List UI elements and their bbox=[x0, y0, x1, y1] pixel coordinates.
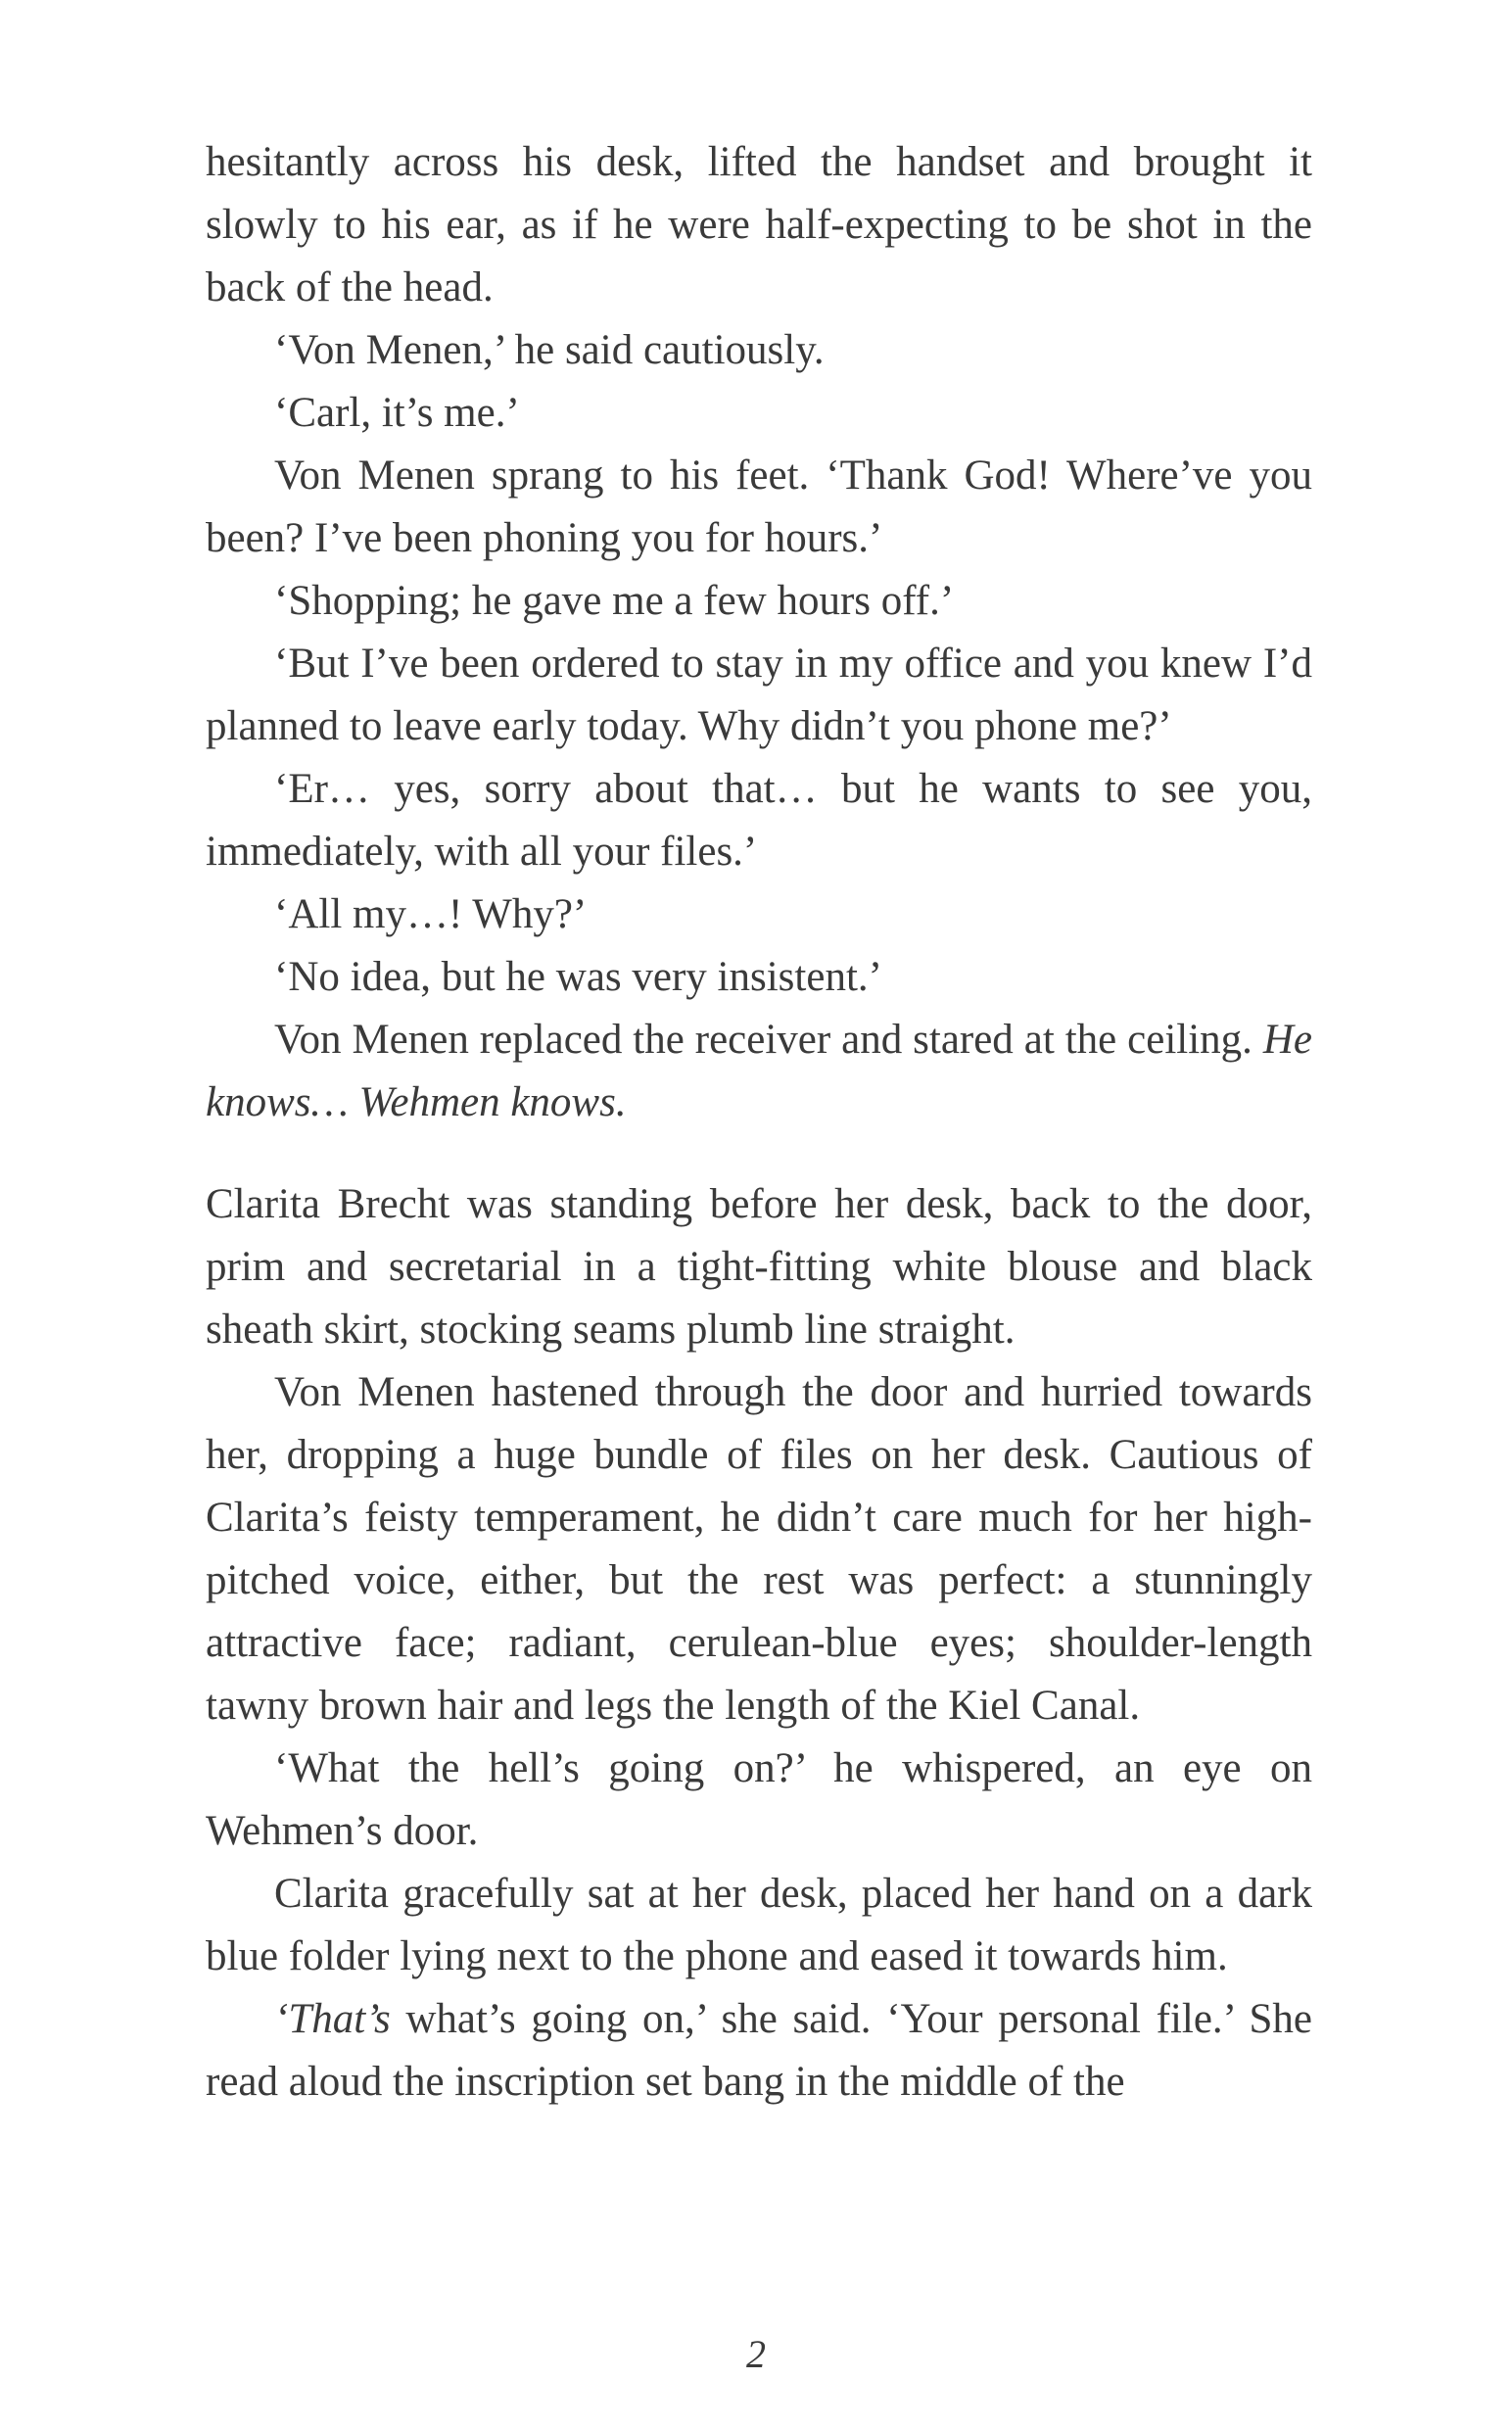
paragraph: ‘Shopping; he gave me a few hours off.’ bbox=[274, 578, 955, 624]
paragraph: ‘All my…! Why?’ bbox=[274, 891, 588, 937]
paragraph bbox=[206, 1009, 1312, 1134]
paragraph: Clarita gracefully sat at her desk, placed her hand on a dark blue folder lying next to the phone and eased it towards him. bbox=[206, 1871, 1312, 1979]
paragraph: ‘No idea, but he was very insistent.’ bbox=[274, 954, 882, 1000]
paragraph bbox=[206, 1988, 1312, 2114]
paragraph: ‘But I’ve been ordered to stay in my office and you knew I’d planned to leave early today. Why didn’t you phone me?’ bbox=[206, 641, 1312, 749]
paragraph: ‘Von Menen,’ he said cautiously. bbox=[274, 327, 825, 373]
italic-thought: He knows… Wehmen knows. bbox=[206, 1017, 1312, 1125]
text-section-1 bbox=[206, 131, 1312, 1134]
paragraph: Von Menen hastened through the door and hurried towards her, dropping a huge bundle of files on her desk. Cautious of Clarita’s feisty temperament, he didn’t care much for her high-pitched voice, either, but the rest was perfect: a stunningly attractive face; radiant, cerulean-blue eyes; shoulder-length tawny brown hair and legs the length of the Kiel Canal. bbox=[206, 1369, 1312, 1729]
paragraph: Clarita Brecht was standing before her desk, back to the door, prim and secretarial in a tight-fitting white blouse and black sheath skirt, stocking seams plumb line straight. bbox=[206, 1181, 1312, 1353]
paragraph: hesitantly across his desk, lifted the handset and brought it slowly to his ear, as if he were half-expecting to be shot in the back of the head. bbox=[206, 139, 1312, 310]
paragraph: Von Menen sprang to his feet. ‘Thank God! Where’ve you been? I’ve been phoning you for hours.’ bbox=[206, 452, 1312, 561]
paragraph: ‘Er… yes, sorry about that… but he wants to see you, immediately, with all your files.’ bbox=[206, 766, 1312, 875]
text-section-2 bbox=[206, 1173, 1312, 2114]
italic-word: ‘That’s bbox=[274, 1996, 391, 2042]
paragraph-text: what’s going on,’ she said. ‘Your personal file.’ She read aloud the inscription set bang in the middle of the bbox=[206, 1996, 1312, 2105]
paragraph: ‘Carl, it’s me.’ bbox=[274, 390, 520, 436]
paragraph-text: Von Menen replaced the receiver and stared at the ceiling. bbox=[274, 1017, 1263, 1063]
paragraph: ‘What the hell’s going on?’ he whispered, an eye on Wehmen’s door. bbox=[206, 1745, 1312, 1854]
page-number: 2 bbox=[746, 2332, 766, 2376]
